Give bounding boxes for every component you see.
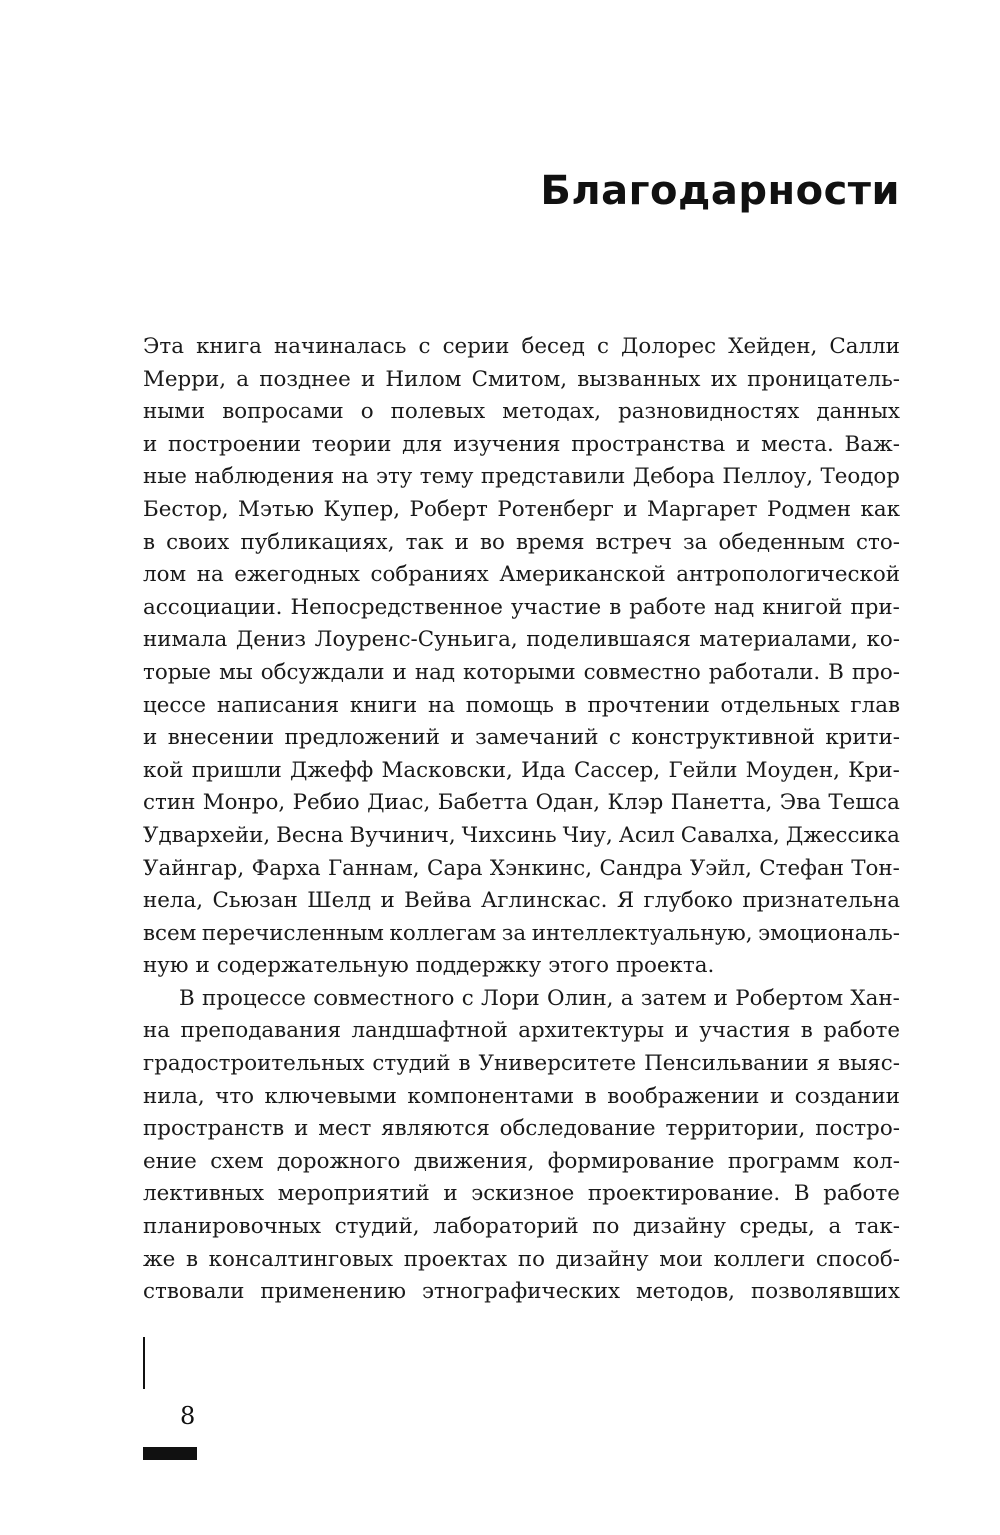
body-text xyxy=(143,331,900,1309)
paragraph xyxy=(143,331,900,983)
page-title: Благодарности xyxy=(540,168,900,214)
text-line: Удвархейи, Весна Вучинич, Чихсинь Чиу, Асил Савалха, Джессика xyxy=(143,822,900,848)
text-line: кой пришли Джефф Масковски, Ида Сассер, Гейли Моуден, Кри- xyxy=(143,757,900,783)
text-line: стин Монро, Ребио Диас, Бабетта Одан, Клэр Панетта, Эва Тешса xyxy=(143,790,900,816)
text-line: ение схем дорожного движения, формирование программ кол- xyxy=(143,1148,900,1174)
text-line: пространств и мест являются обследование территории, постро- xyxy=(143,1116,900,1142)
text-line: лективных мероприятий и эскизное проектирование. В работе xyxy=(143,1181,900,1207)
footer-rule xyxy=(143,1337,145,1389)
text-line: нимала Дениз Лоуренс-Суньига, поделившаяся материалами, ко- xyxy=(143,627,900,653)
text-line: планировочных студий, лабораторий по дизайну среды, а так- xyxy=(143,1214,900,1240)
text-line: на преподавания ландшафтной архитектуры и участия в работе xyxy=(143,1018,900,1044)
paragraph xyxy=(143,983,900,1309)
text-line: Уайнгар, Фарха Ганнам, Сара Хэнкинс, Сандра Уэйл, Стефан Тон- xyxy=(143,855,900,881)
text-line: всем перечисленным коллегам за интеллектуальную, эмоциональ- xyxy=(143,920,900,946)
text-line: и построении теории для изучения пространства и места. Важ- xyxy=(143,431,900,457)
text-line: торые мы обсуждали и над которыми совместно работали. В про- xyxy=(143,659,900,685)
text-line: в своих публикациях, так и во время встреч за обеденным сто- xyxy=(143,529,900,555)
text-line: Бестор, Мэтью Купер, Роберт Ротенберг и Маргарет Родмен как xyxy=(143,496,900,522)
text-line: Мерри, а позднее и Нилом Смитом, вызванных их проницатель- xyxy=(143,366,900,392)
text-line: нела, Сьюзан Шелд и Вейва Аглинскас. Я глубоко признательна xyxy=(143,888,900,914)
text-line: Эта книга начиналась с серии бесед с Долорес Хейден, Салли xyxy=(143,334,900,359)
footer-bar xyxy=(143,1447,197,1460)
text-line: лом на ежегодных собраниях Американской антропологической xyxy=(143,562,900,588)
text-line: же в консалтинговых проектах по дизайну мои коллеги способ- xyxy=(143,1246,900,1272)
text-line: ные наблюдения на эту тему представили Дебора Пеллоу, Теодор xyxy=(143,464,900,490)
text-line: цессе написания книги на помощь в прочтении отдельных глав xyxy=(143,692,900,718)
text-line: ствовали применению этнографических методов, позволявших xyxy=(143,1279,900,1305)
text-line: ассоциации. Непосредственное участие в работе над книгой при- xyxy=(143,594,900,620)
text-line: ную и содержательную поддержку этого проекта. xyxy=(143,953,715,979)
text-line: и внесении предложений и замечаний с конструктивной крити- xyxy=(143,725,900,751)
text-line: В процессе совместного с Лори Олин, а затем и Робертом Хан- xyxy=(179,985,900,1011)
text-line: градостроительных студий в Университете Пенсильвании я выяс- xyxy=(143,1051,900,1077)
page-number: 8 xyxy=(180,1402,196,1430)
text-line: ными вопросами о полевых методах, разновидностях данных xyxy=(143,399,900,425)
text-line: нила, что ключевыми компонентами в воображении и создании xyxy=(143,1083,900,1109)
